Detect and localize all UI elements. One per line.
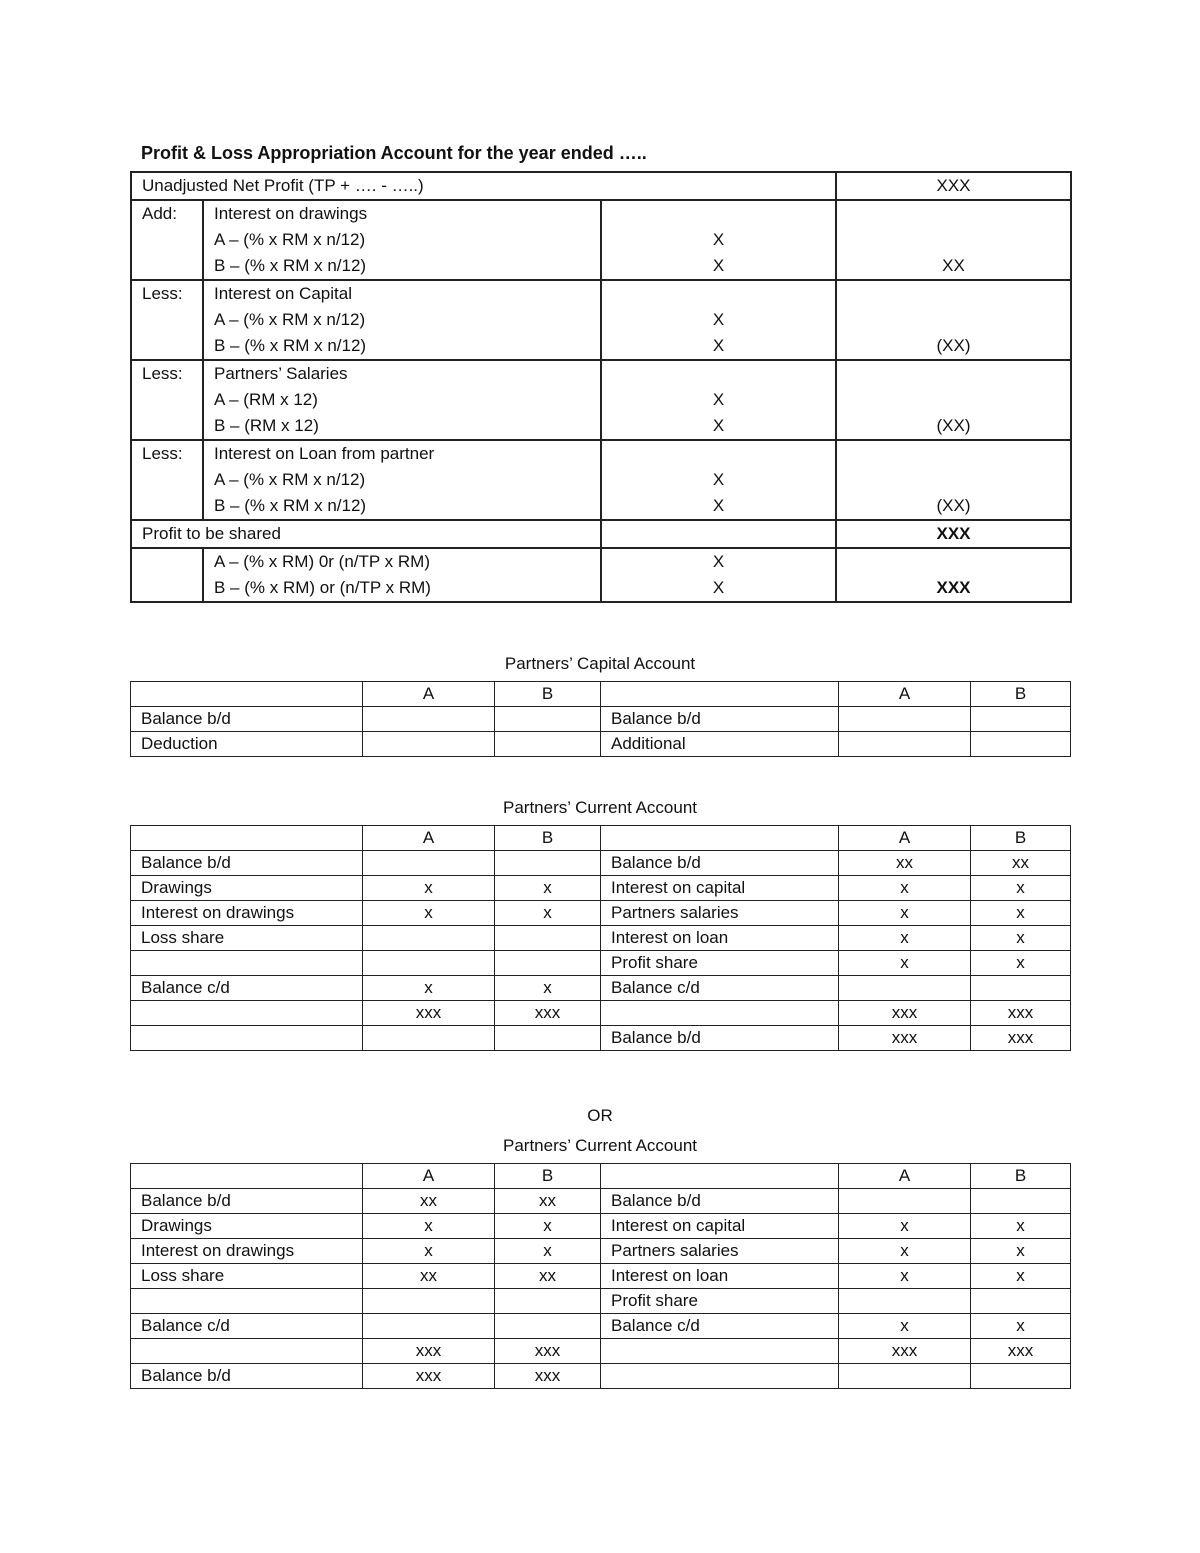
- ledger-amount-cell: xxx: [971, 1026, 1071, 1051]
- ledger-amount-cell: x: [363, 1214, 495, 1239]
- section-partners-salaries: [131, 360, 1071, 440]
- ledger-label-cell: [601, 1364, 839, 1389]
- ledger-label-cell: Additional: [601, 732, 839, 757]
- ledger-amount-cell: [363, 1026, 495, 1051]
- line-b: B – (% x RM x n/12): [214, 496, 367, 515]
- ledger-label-cell: Balance b/d: [601, 707, 839, 732]
- ledger-amount-cell: [495, 926, 601, 951]
- ledger-amount-cell: [839, 1289, 971, 1314]
- ledger-amount-cell: xxx: [839, 1339, 971, 1364]
- unadjusted-row: [131, 172, 1071, 200]
- ledger-row: [131, 1364, 1071, 1389]
- ledger-row: [131, 1264, 1071, 1289]
- ledger-label-cell: Balance c/d: [131, 976, 363, 1001]
- ledger-amount-cell: xx: [495, 1264, 601, 1289]
- ledger-amount-cell: [839, 1189, 971, 1214]
- ledger-amount-cell: x: [363, 976, 495, 1001]
- ledger-label-cell: [601, 1001, 839, 1026]
- profit-shared-row: [131, 520, 1071, 548]
- ledger-label-cell: Interest on loan: [601, 1264, 839, 1289]
- ledger-amount-cell: A: [363, 826, 495, 851]
- ledger-row: [131, 1189, 1071, 1214]
- ledger-label-cell: [131, 951, 363, 976]
- ledger-amount-cell: [363, 732, 495, 757]
- ledger-label-cell: [131, 1164, 363, 1189]
- ledger-row: [131, 1239, 1071, 1264]
- unadjusted-total: XXX: [836, 172, 1071, 200]
- ledger-amount-cell: [363, 951, 495, 976]
- ledger-amount-cell: [363, 1314, 495, 1339]
- section-prefix: Less:: [131, 360, 203, 440]
- ledger-row: [131, 732, 1071, 757]
- section-interest-capital: [131, 280, 1071, 360]
- section-total: (XX): [936, 336, 971, 355]
- or-label: OR: [587, 1106, 613, 1125]
- ledger-amount-cell: x: [495, 901, 601, 926]
- ledger-amount-cell: x: [495, 876, 601, 901]
- ledger-amount-cell: [363, 926, 495, 951]
- ledger-amount-cell: x: [363, 876, 495, 901]
- ledger-label-cell: Balance c/d: [601, 1314, 839, 1339]
- ledger-header-row: [131, 1164, 1071, 1189]
- current-account-table: [130, 825, 1071, 1051]
- ledger-label-cell: Balance b/d: [131, 707, 363, 732]
- ledger-label-cell: [131, 1001, 363, 1026]
- ledger-label-cell: Partners salaries: [601, 901, 839, 926]
- capital-account-table: [130, 681, 1071, 757]
- section-heading: Interest on Capital: [214, 284, 352, 303]
- ledger-label-cell: Balance b/d: [601, 851, 839, 876]
- ledger-amount-cell: B: [495, 1164, 601, 1189]
- line-b: B – (RM x 12): [214, 416, 319, 435]
- ledger-label-cell: [601, 1164, 839, 1189]
- ledger-amount-cell: xxx: [971, 1001, 1071, 1026]
- section-interest-loan: [131, 440, 1071, 520]
- ledger-amount-cell: [363, 1289, 495, 1314]
- line-b: B – (% x RM x n/12): [214, 336, 367, 355]
- ledger-label-cell: Balance b/d: [131, 1189, 363, 1214]
- ledger-amount-cell: [839, 732, 971, 757]
- ledger-amount-cell: [971, 732, 1071, 757]
- capital-account-title: Partners’ Capital Account: [504, 654, 696, 673]
- ledger-label-cell: Profit share: [601, 1289, 839, 1314]
- unadjusted-label: Unadjusted Net Profit (TP + …. - …..): [131, 172, 836, 200]
- ledger-amount-cell: x: [363, 901, 495, 926]
- ledger-amount-cell: [495, 1289, 601, 1314]
- share-total: XXX: [936, 578, 971, 597]
- ledger-amount-cell: [495, 851, 601, 876]
- ledger-label-cell: [601, 1339, 839, 1364]
- ledger-amount-cell: xxx: [495, 1001, 601, 1026]
- line-a: A – (% x RM x n/12): [214, 230, 366, 249]
- ledger-label-cell: Balance b/d: [131, 851, 363, 876]
- profit-shared-total: XXX: [836, 520, 1071, 548]
- ledger-amount-cell: x: [839, 1264, 971, 1289]
- amount-a: X: [712, 230, 725, 249]
- section-heading: Interest on Loan from partner: [214, 444, 435, 463]
- ledger-label-cell: [131, 826, 363, 851]
- ledger-amount-cell: xx: [839, 851, 971, 876]
- ledger-amount-cell: B: [971, 682, 1071, 707]
- ledger-row: [131, 926, 1071, 951]
- ledger-amount-cell: A: [839, 826, 971, 851]
- ledger-amount-cell: x: [839, 1314, 971, 1339]
- ledger-amount-cell: x: [971, 876, 1071, 901]
- ledger-label-cell: Drawings: [131, 1214, 363, 1239]
- ledger-row: [131, 901, 1071, 926]
- ledger-label-cell: [131, 1289, 363, 1314]
- ledger-label-cell: Partners salaries: [601, 1239, 839, 1264]
- ledger-row: [131, 1289, 1071, 1314]
- ledger-label-cell: Balance b/d: [601, 1189, 839, 1214]
- ledger-label-cell: Profit share: [601, 951, 839, 976]
- ledger-label-cell: [131, 682, 363, 707]
- ledger-label-cell: [601, 826, 839, 851]
- page-title: Profit & Loss Appropriation Account for the year ended …..: [141, 143, 647, 163]
- ledger-amount-cell: xx: [495, 1189, 601, 1214]
- section-prefix: Add:: [131, 200, 203, 280]
- ledger-label-cell: [131, 1026, 363, 1051]
- ledger-amount-cell: xx: [971, 851, 1071, 876]
- ledger-amount-cell: A: [363, 682, 495, 707]
- ledger-amount-cell: [971, 976, 1071, 1001]
- ledger-row: [131, 951, 1071, 976]
- ledger-row: [131, 976, 1071, 1001]
- share-line-b: B – (% x RM) or (n/TP x RM): [214, 578, 431, 597]
- current-account-alt-title: Partners’ Current Account: [502, 1136, 697, 1155]
- amount-b: X: [712, 496, 725, 515]
- ledger-amount-cell: x: [971, 1214, 1071, 1239]
- section-total: (XX): [936, 416, 971, 435]
- ledger-amount-cell: [363, 851, 495, 876]
- ledger-amount-cell: x: [495, 1239, 601, 1264]
- ledger-amount-cell: B: [971, 826, 1071, 851]
- ledger-row: [131, 851, 1071, 876]
- ledger-label-cell: Deduction: [131, 732, 363, 757]
- amount-b: X: [712, 256, 725, 275]
- ledger-label-cell: Balance b/d: [131, 1364, 363, 1389]
- amount-a: X: [712, 310, 725, 329]
- ledger-amount-cell: [839, 976, 971, 1001]
- line-a: A – (% x RM x n/12): [214, 310, 366, 329]
- ledger-row: [131, 876, 1071, 901]
- ledger-amount-cell: x: [971, 926, 1071, 951]
- ledger-label-cell: Loss share: [131, 1264, 363, 1289]
- ledger-amount-cell: [971, 707, 1071, 732]
- ledger-row: [131, 1001, 1071, 1026]
- line-b: B – (% x RM x n/12): [214, 256, 367, 275]
- section-prefix: Less:: [131, 440, 203, 520]
- ledger-amount-cell: A: [839, 682, 971, 707]
- ledger-amount-cell: x: [971, 1264, 1071, 1289]
- ledger-label-cell: [601, 682, 839, 707]
- ledger-row: [131, 707, 1071, 732]
- ledger-amount-cell: B: [971, 1164, 1071, 1189]
- ledger-amount-cell: xx: [363, 1189, 495, 1214]
- share-amount-b: X: [712, 578, 725, 597]
- share-row: [131, 548, 1071, 602]
- ledger-amount-cell: B: [495, 826, 601, 851]
- profit-shared-label: Profit to be shared: [131, 520, 601, 548]
- section-prefix: Less:: [131, 280, 203, 360]
- ledger-amount-cell: [971, 1189, 1071, 1214]
- ledger-row: [131, 1314, 1071, 1339]
- ledger-header-row: [131, 826, 1071, 851]
- ledger-amount-cell: xxx: [495, 1339, 601, 1364]
- section-heading: Interest on drawings: [214, 204, 368, 223]
- section-interest-drawings: [131, 200, 1071, 280]
- amount-b: X: [712, 336, 725, 355]
- ledger-amount-cell: xx: [363, 1264, 495, 1289]
- line-a: A – (% x RM x n/12): [214, 470, 366, 489]
- ledger-label-cell: Balance c/d: [601, 976, 839, 1001]
- ledger-amount-cell: [971, 1364, 1071, 1389]
- amount-b: X: [712, 416, 725, 435]
- share-amount-a: X: [712, 552, 725, 571]
- ledger-amount-cell: [839, 707, 971, 732]
- section-total: (XX): [936, 496, 971, 515]
- ledger-label-cell: [131, 1339, 363, 1364]
- ledger-amount-cell: xxx: [363, 1364, 495, 1389]
- current-account-title: Partners’ Current Account: [502, 798, 697, 817]
- ledger-amount-cell: xxx: [363, 1001, 495, 1026]
- ledger-amount-cell: [971, 1289, 1071, 1314]
- appropriation-table: [130, 171, 1072, 603]
- ledger-amount-cell: [495, 707, 601, 732]
- ledger-amount-cell: x: [971, 951, 1071, 976]
- ledger-amount-cell: xxx: [839, 1026, 971, 1051]
- amount-a: X: [712, 390, 725, 409]
- ledger-label-cell: Balance c/d: [131, 1314, 363, 1339]
- ledger-amount-cell: x: [363, 1239, 495, 1264]
- ledger-amount-cell: A: [839, 1164, 971, 1189]
- ledger-amount-cell: x: [839, 1214, 971, 1239]
- section-total: XX: [942, 256, 965, 275]
- ledger-label-cell: Balance b/d: [601, 1026, 839, 1051]
- ledger-amount-cell: [495, 1314, 601, 1339]
- ledger-amount-cell: A: [363, 1164, 495, 1189]
- ledger-amount-cell: x: [495, 1214, 601, 1239]
- ledger-row: [131, 1026, 1071, 1051]
- ledger-amount-cell: x: [839, 1239, 971, 1264]
- ledger-amount-cell: x: [839, 926, 971, 951]
- ledger-label-cell: Interest on capital: [601, 876, 839, 901]
- ledger-header-row: [131, 682, 1071, 707]
- ledger-amount-cell: xxx: [839, 1001, 971, 1026]
- ledger-amount-cell: [495, 732, 601, 757]
- ledger-amount-cell: [495, 951, 601, 976]
- ledger-amount-cell: x: [971, 1314, 1071, 1339]
- section-heading: Partners’ Salaries: [214, 364, 348, 383]
- ledger-amount-cell: [839, 1364, 971, 1389]
- ledger-amount-cell: x: [839, 901, 971, 926]
- ledger-label-cell: Drawings: [131, 876, 363, 901]
- amount-a: X: [712, 470, 725, 489]
- line-a: A – (RM x 12): [214, 390, 318, 409]
- ledger-amount-cell: xxx: [971, 1339, 1071, 1364]
- ledger-label-cell: Interest on capital: [601, 1214, 839, 1239]
- ledger-amount-cell: x: [839, 951, 971, 976]
- ledger-amount-cell: B: [495, 682, 601, 707]
- ledger-amount-cell: x: [971, 1239, 1071, 1264]
- ledger-amount-cell: x: [971, 901, 1071, 926]
- share-line-a: A – (% x RM) 0r (n/TP x RM): [214, 552, 430, 571]
- ledger-amount-cell: x: [495, 976, 601, 1001]
- ledger-amount-cell: xxx: [363, 1339, 495, 1364]
- ledger-label-cell: Interest on drawings: [131, 1239, 363, 1264]
- ledger-label-cell: Interest on drawings: [131, 901, 363, 926]
- ledger-label-cell: Interest on loan: [601, 926, 839, 951]
- ledger-amount-cell: xxx: [495, 1364, 601, 1389]
- ledger-row: [131, 1214, 1071, 1239]
- ledger-row: [131, 1339, 1071, 1364]
- current-account-alt-table: [130, 1163, 1071, 1389]
- ledger-amount-cell: x: [839, 876, 971, 901]
- ledger-label-cell: Loss share: [131, 926, 363, 951]
- ledger-amount-cell: [495, 1026, 601, 1051]
- ledger-amount-cell: [363, 707, 495, 732]
